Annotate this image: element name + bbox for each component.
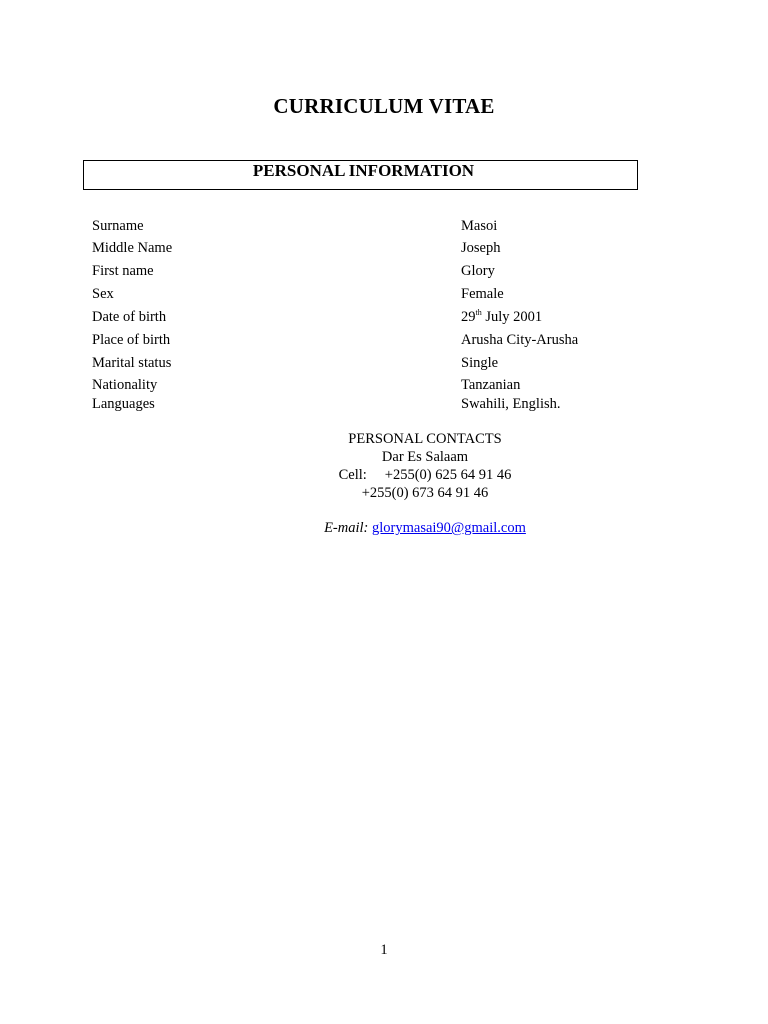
birth-day: 29: [461, 309, 476, 325]
info-label: Middle Name: [92, 240, 173, 256]
info-row-sex: [0, 286, 768, 306]
info-label: Marital status: [92, 355, 172, 371]
info-label: Sex: [92, 286, 114, 302]
cell-label: Cell:: [338, 467, 367, 483]
contacts-city: Dar Es Salaam: [381, 449, 469, 465]
info-value: Joseph: [461, 240, 501, 256]
section-title: PERSONAL INFORMATION: [252, 161, 475, 180]
info-row-middle-name: [0, 240, 768, 260]
info-value: Glory: [461, 263, 495, 279]
info-label: Date of birth: [92, 309, 167, 325]
info-label: Nationality: [92, 377, 158, 393]
info-label: Languages: [92, 396, 155, 412]
document-title: CURRICULUM VITAE: [273, 94, 495, 118]
phone-number-2: +255(0) 673 64 91 46: [361, 485, 489, 501]
info-value-date-of-birth: [461, 309, 542, 326]
page-number: 1: [380, 942, 388, 958]
birth-day-suffix: th: [475, 308, 482, 318]
contacts-heading: PERSONAL CONTACTS: [348, 431, 502, 447]
phone-number-1: +255(0) 625 64 91 46: [384, 467, 512, 483]
birth-month-year: July 2001: [481, 309, 543, 325]
info-row-first-name: [0, 263, 768, 283]
info-row-surname: [0, 218, 768, 238]
contacts-email-line: [0, 520, 768, 537]
info-value: Female: [461, 286, 504, 302]
info-value: Arusha City-Arusha: [461, 332, 579, 348]
email-link[interactable]: glorymasai90@gmail.com: [372, 520, 526, 536]
info-label: First name: [92, 263, 154, 279]
email-label: E-mail:: [324, 520, 369, 536]
info-label: Surname: [92, 218, 144, 234]
info-row-nationality: [0, 377, 768, 397]
info-row-place-of-birth: [0, 332, 768, 352]
info-value: Swahili, English.: [461, 396, 561, 412]
info-value: Masoi: [461, 218, 498, 234]
info-value: Single: [461, 355, 499, 371]
info-row-marital-status: [0, 355, 768, 375]
info-label: Place of birth: [92, 332, 171, 348]
info-row-languages: [0, 396, 768, 416]
info-row-date-of-birth: [0, 309, 768, 329]
info-value: Tanzanian: [461, 377, 521, 393]
contacts-cell-line: [0, 467, 768, 484]
